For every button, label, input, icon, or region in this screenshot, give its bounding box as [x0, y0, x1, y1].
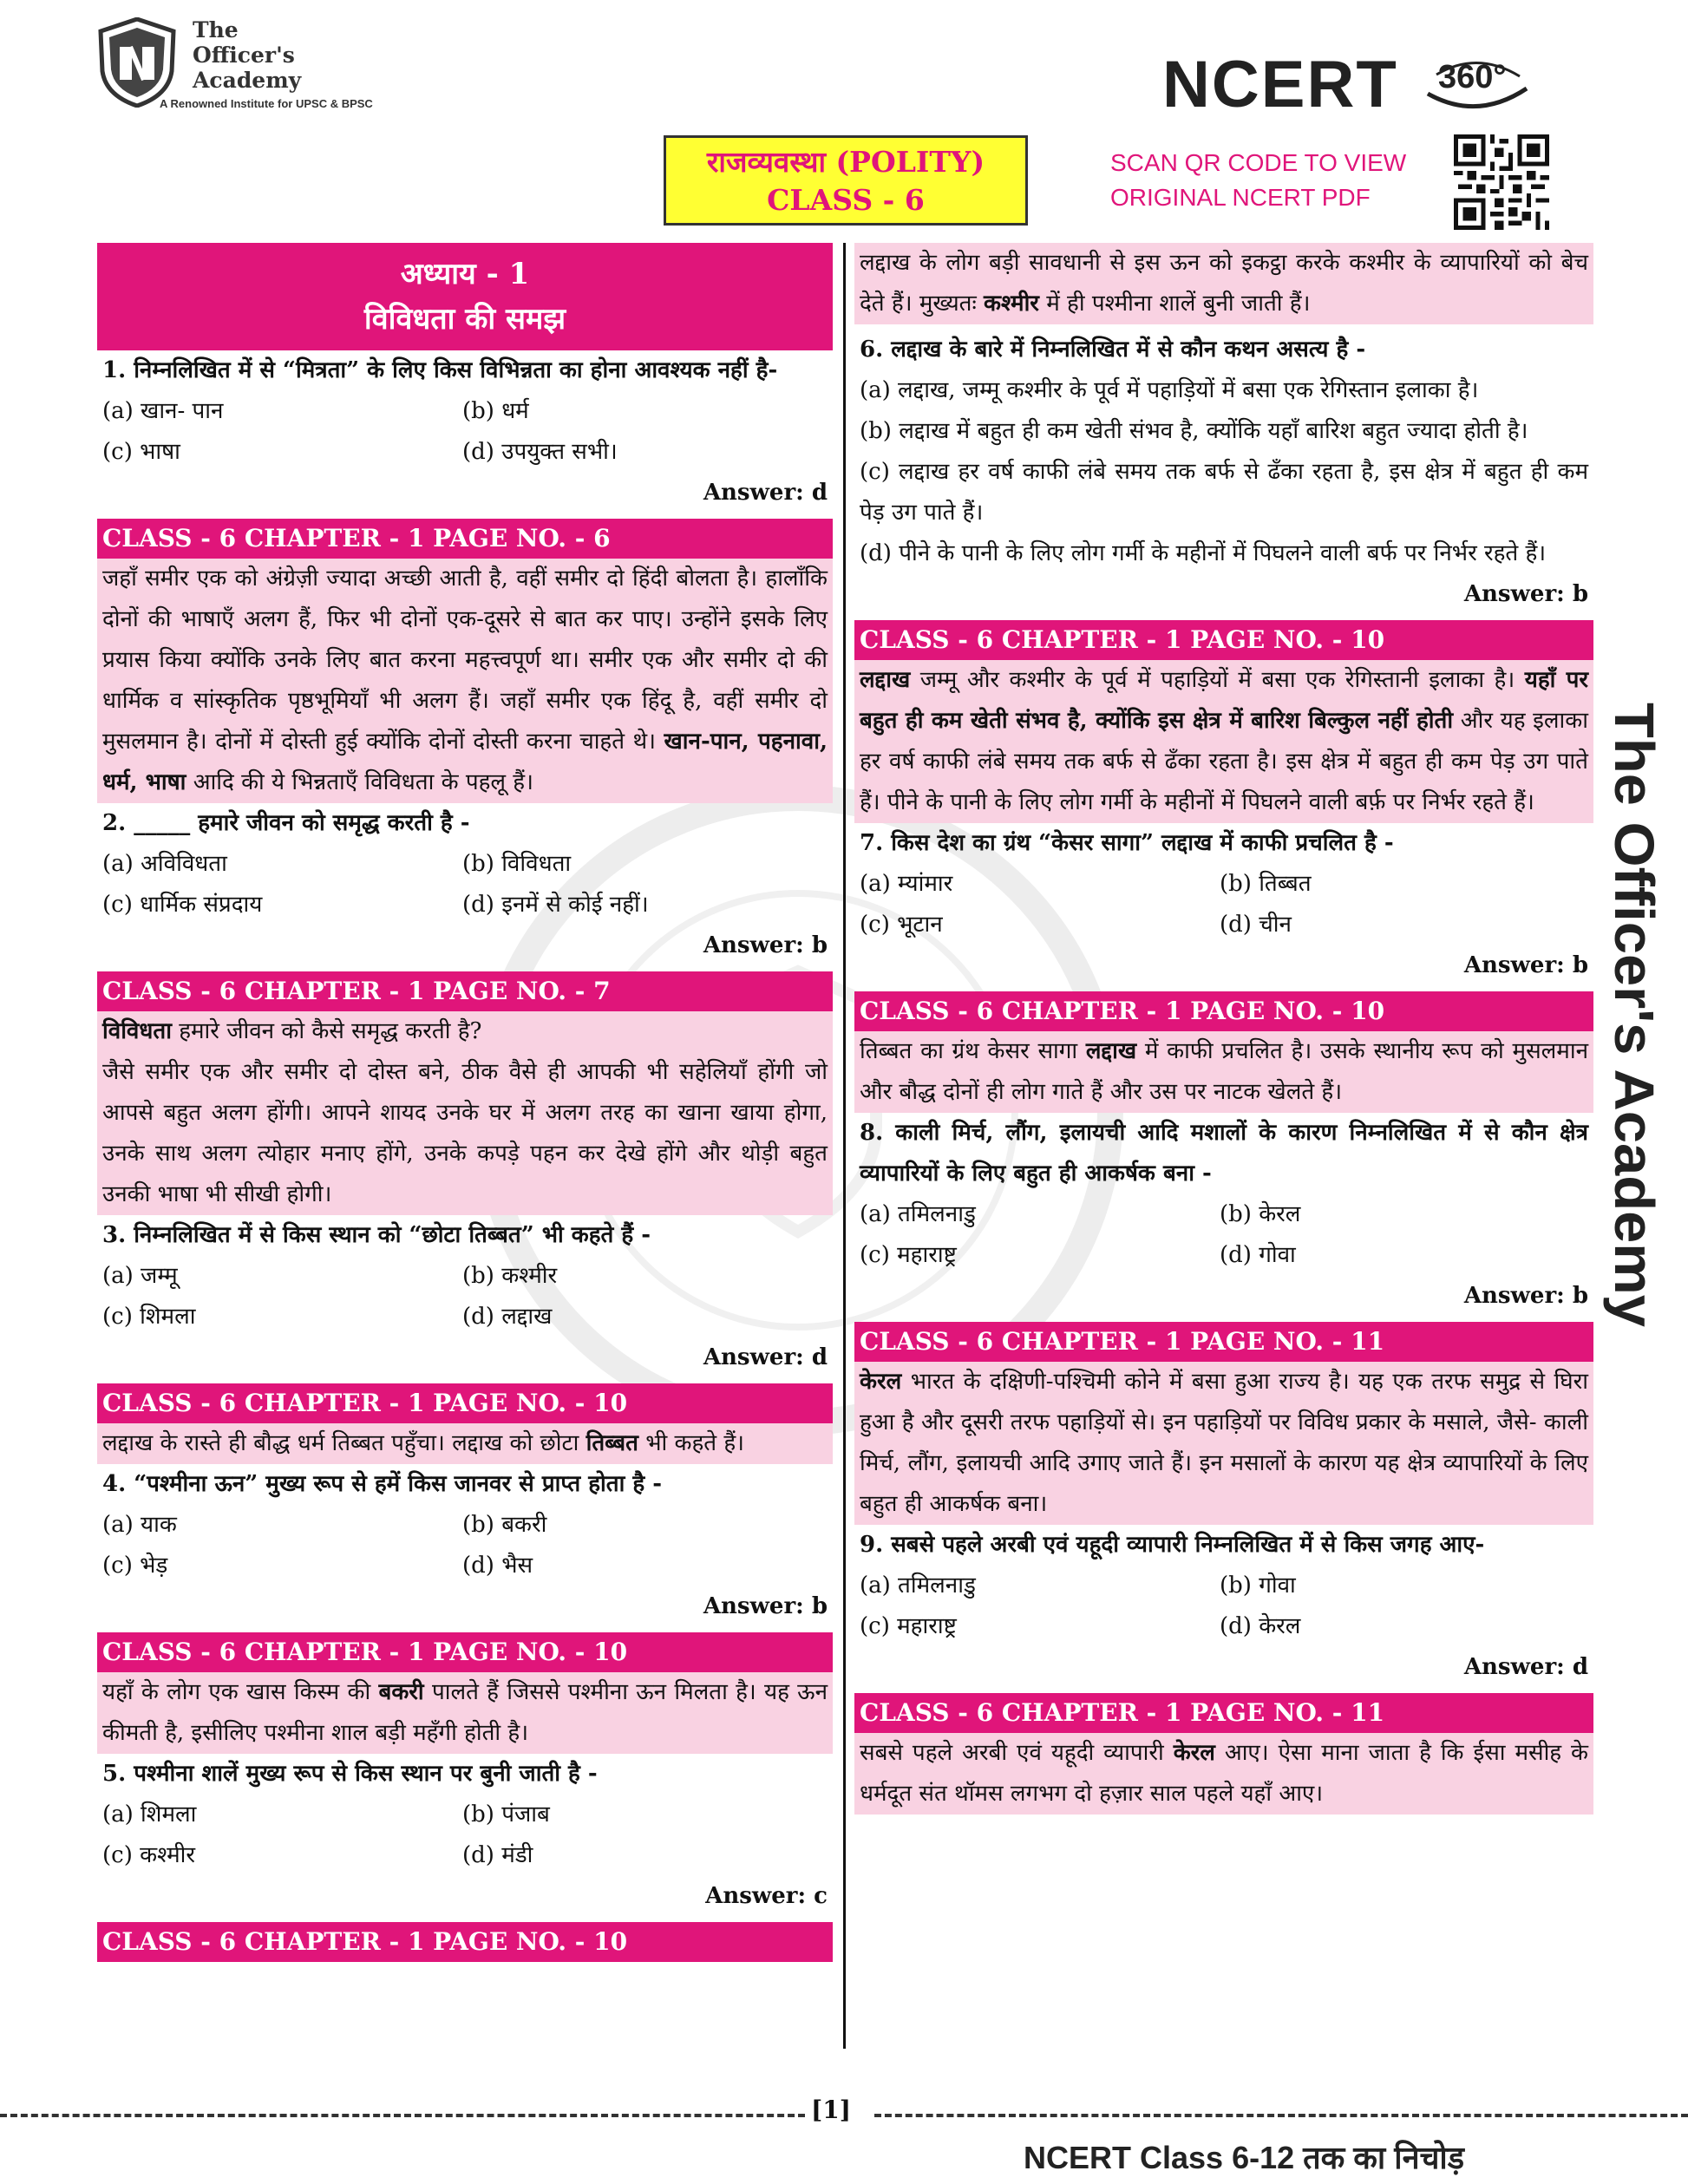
question-9-options: [854, 1566, 1593, 1647]
note-bold: यहाँ पर बहुत ही कम खेती संभव है, क्योंकि इस क्षेत्र में बारिश बिल्कुल नहीं होती: [860, 667, 1589, 734]
reference-note-8: [854, 1362, 1593, 1525]
footer-tagline: NCERT Class 6-12 तक का निचोड़: [1024, 2140, 1465, 2175]
question-4: 4. “पश्मीना ऊन” मुख्य रूप से हमें किस जानवर से प्राप्त होता है -: [102, 1471, 663, 1497]
question-6-option: (d) पीने के पानी के लिए लोग गर्मी के महीनों में पिघलने वाली बर्फ पर निर्भर रहते हैं।: [860, 540, 1547, 566]
option: (c) कश्मीर: [102, 1842, 196, 1868]
side-text-label: The Officer's Academy: [1603, 703, 1665, 1300]
chapter-title: विविधता की समझ: [363, 302, 566, 337]
note-text: जैसे समीर एक और समीर दो दोस्त बने, ठीक वैसे ही आपकी भी सहेलियाँ होंगी जो आपसे बहुत अलग होंगी। आपने शायद उनके घर में अलग तरह का खाना खाया होगा, उनके साथ अलग त्योहार मनाए होंगे, उनके कपड़े पहन कर देखे होंगे और थोड़ी बहुत उनकी भाषा भी सीखी होगी।: [102, 1059, 828, 1207]
option: (a) शिमला: [102, 1801, 197, 1828]
reference-header: CLASS - 6 CHAPTER - 1 PAGE NO. - 6: [97, 519, 833, 559]
reference-header: CLASS - 6 CHAPTER - 1 PAGE NO. - 11: [854, 1693, 1593, 1733]
column-divider: [843, 243, 846, 2049]
option: (d) भैस: [462, 1553, 533, 1579]
option: (c) भूटान: [860, 912, 943, 938]
option: (d) गोवा: [1220, 1242, 1296, 1268]
option: (c) धार्मिक संप्रदाय: [102, 892, 263, 918]
question-8: 8. काली मिर्च, लौंग, इलायची आदि मशालों के कारण निम्नलिखित में से कौन क्षेत्र व्यापारियों के लिए बहुत ही आकर्षक बना -: [860, 1120, 1588, 1187]
option: (c) महाराष्ट्र: [860, 1613, 957, 1639]
reference-header: CLASS - 6 CHAPTER - 1 PAGE NO. - 7: [97, 971, 833, 1011]
option: (c) शिमला: [102, 1304, 196, 1330]
option: (d) मंडी: [462, 1842, 533, 1868]
footer-divider: [874, 2114, 1688, 2117]
reference-header: CLASS - 6 CHAPTER - 1 PAGE NO. - 10: [97, 1922, 833, 1962]
logo-line: Officer's: [193, 43, 295, 68]
question-6-option: (a) लद्दाख, जम्मू कश्मीर के पूर्व में पहाड़ियों में बसा एक रेगिस्तान इलाका है।: [860, 377, 1479, 403]
qr-caption-line: SCAN QR CODE TO VIEW: [1110, 149, 1407, 176]
note-text: तिब्बत का ग्रंथ केसर सागा: [860, 1038, 1078, 1064]
note-bold: विविधता: [102, 1018, 172, 1044]
option: (d) चीन: [1220, 912, 1292, 938]
reference-header: CLASS - 6 CHAPTER - 1 PAGE NO. - 10: [854, 620, 1593, 660]
note-bold: केरल: [1173, 1740, 1215, 1766]
answer-4: Answer: b: [703, 1593, 828, 1619]
option: (a) अविविधता: [102, 851, 227, 877]
note-text: सबसे पहले अरबी एवं यहूदी व्यापारी: [860, 1740, 1164, 1766]
answer-9: Answer: d: [1463, 1654, 1588, 1680]
option: (c) भाषा: [102, 439, 180, 465]
note-bold: लद्दाख: [1085, 1038, 1137, 1064]
question-1: 1. निम्नलिखित में से “मित्रता” के लिए किस विभिन्नता का होना आवश्यक नहीं है-: [102, 357, 778, 383]
note-text: लद्दाख के लोग बड़ी सावधानी से इस ऊन को इकट्ठा करके कश्मीर के व्यापारियों को बेच देते हैं। मुख्यतः: [860, 250, 1588, 317]
question-5: 5. पश्मीना शालें मुख्य रूप से किस स्थान पर बुनी जाती है -: [102, 1761, 598, 1787]
option: (a) खान- पान: [102, 398, 224, 424]
option: (b) केरल: [1220, 1201, 1301, 1227]
ncert-brand: NCERT: [1162, 48, 1398, 121]
note-text: और यह इलाका हर वर्ष काफी लंबे समय तक बर्फ से ढँका रहता है। इस क्षेत्र में बहुत ही कम पेड़ उग पाते हैं। पीने के पानी के लिए लोग गर्मी के महीनों में पिघलने वाली बर्फ़ पर निर्भर रहते हैं।: [860, 708, 1588, 815]
reference-note-4: [97, 1672, 833, 1754]
ncert-360-badge: [1421, 54, 1534, 114]
option: (b) गोवा: [1220, 1573, 1296, 1599]
reference-note-1: [97, 559, 833, 803]
qr-caption: [1110, 146, 1406, 215]
question-5-options: [97, 1795, 833, 1876]
option: (c) महाराष्ट्र: [860, 1242, 957, 1268]
answer-7: Answer: b: [1463, 952, 1588, 978]
note-bold: तिब्बत: [586, 1430, 638, 1456]
note-bold: खान-पान, पहनावा, धर्म, भाषा: [102, 729, 828, 795]
reference-note-2: [97, 1011, 833, 1215]
chapter-number: अध्याय - 1: [400, 257, 530, 291]
option: (b) तिब्बत: [1220, 871, 1312, 897]
reference-header: CLASS - 6 CHAPTER - 1 PAGE NO. - 10: [854, 991, 1593, 1031]
note-bold: केरल: [860, 1369, 902, 1395]
logo-line: The: [193, 17, 239, 43]
logo-tagline: A Renowned Institute for UPSC & BPSC: [160, 97, 373, 110]
question-6-option: (b) लद्दाख में बहुत ही कम खेती संभव है, क्योंकि यहाँ बारिश बहुत ज्यादा होती है।: [860, 418, 1528, 444]
note-text: जहाँ समीर एक को अंग्रेज़ी ज्यादा अच्छी आती है, वहीं समीर दो हिंदी बोलता है। हालाँकि दोनों की भाषाएँ अलग हैं, फिर भी दोनों एक-दूसरे से बात कर पाए। उन्होंने इसके लिए प्रयास किया क्योंकि उनके लिए बात करना महत्त्वपूर्ण था। समीर एक और समीर दो की धार्मिक व सांस्कृतिक पृष्ठभूमियाँ भी अलग हैं। जहाँ समीर एक हिंदू है, वहीं समीर दो मुसलमान है। दोनों में दोस्ती हुई क्योंकि दोनों दोस्ती करना चाहते थे।: [102, 566, 828, 755]
question-3-options: [97, 1256, 833, 1337]
reference-header: CLASS - 6 CHAPTER - 1 PAGE NO. - 10: [97, 1632, 833, 1672]
option: (b) कश्मीर: [462, 1263, 558, 1289]
ncert-360-text: 360°: [1438, 59, 1507, 95]
reference-note-6: [854, 660, 1593, 823]
reference-note-9: [854, 1733, 1593, 1815]
option: (d) लद्दाख: [462, 1304, 553, 1330]
option: (a) तमिलनाडु: [860, 1201, 976, 1227]
question-3: 3. निम्नलिखित में से किस स्थान को “छोटा तिब्बत” भी कहते हैं -: [102, 1222, 651, 1248]
note-text: में काफी प्रचलित है। उसके स्थानीय रूप को मुसलमान और बौद्ध दोनों ही लोग गाते हैं और उस पर नाटक खेलते हैं।: [860, 1038, 1588, 1105]
chapter-header: [97, 243, 833, 350]
option: (d) उपयुक्त सभी।: [462, 439, 618, 465]
note-text: भी कहते हैं।: [645, 1430, 745, 1456]
note-text: आए। ऐसा माना जाता है कि ईसा मसीह के धर्मदूत संत थॉमस लगभग दो हज़ार साल पहले यहाँ आए।: [860, 1740, 1589, 1807]
class-title: CLASS - 6: [767, 183, 925, 217]
option: (a) याक: [102, 1512, 177, 1538]
subject-box: [664, 135, 1028, 226]
side-brand-text: [1584, 694, 1671, 1336]
question-7-options: [854, 864, 1593, 945]
note-text: जम्मू और कश्मीर के पूर्व में पहाड़ियों में बसा एक रेगिस्तानी इलाका है।: [919, 667, 1515, 693]
note-text: पालते हैं जिससे पश्मीना ऊन मिलता है। यह ऊन कीमती है, इसीलिए पश्मीना शाल बड़ी महँगी होती है।: [102, 1679, 828, 1746]
option: (d) इनमें से कोई नहीं।: [462, 892, 649, 918]
question-7: 7. किस देश का ग्रंथ “केसर सागा” लद्दाख में काफी प्रचलित है -: [860, 830, 1394, 856]
reference-note-5: [854, 243, 1593, 324]
question-6: 6. लद्दाख के बारे में निम्नलिखित में से कौन कथन असत्य है -: [860, 337, 1366, 363]
answer-2: Answer: b: [703, 932, 828, 958]
note-text: में ही पश्मीना शालें बुनी जाती हैं।: [1046, 291, 1311, 317]
reference-note-3: [97, 1423, 833, 1464]
note-bold: बकरी: [378, 1679, 424, 1705]
left-column: [97, 243, 833, 1962]
logo-line: Academy: [193, 68, 302, 93]
option: (a) जम्मू: [102, 1263, 178, 1289]
footer-divider: [0, 2114, 805, 2117]
question-1-options: [97, 391, 833, 473]
qr-caption-line: ORIGINAL NCERT PDF: [1110, 184, 1371, 211]
answer-6: Answer: b: [1463, 581, 1588, 607]
option: (a) तमिलनाडु: [860, 1573, 976, 1599]
reference-note-7: [854, 1031, 1593, 1113]
reference-header: CLASS - 6 CHAPTER - 1 PAGE NO. - 10: [97, 1383, 833, 1423]
note-text: हमारे जीवन को कैसे समृद्ध करती है?: [179, 1018, 482, 1044]
answer-8: Answer: b: [1463, 1283, 1588, 1309]
page-number: [1]: [811, 2096, 851, 2124]
question-8-options: [854, 1194, 1593, 1276]
question-2-options: [97, 844, 833, 925]
question-2: 2. _____ हमारे जीवन को समृद्ध करती है -: [102, 810, 470, 836]
answer-3: Answer: d: [703, 1344, 828, 1370]
right-column: [854, 243, 1593, 1815]
option: (b) बकरी: [462, 1512, 547, 1538]
academy-logo-text: [193, 17, 301, 93]
option: (b) पंजाब: [462, 1801, 550, 1828]
note-bold: कश्मीर: [984, 291, 1039, 317]
option: (d) केरल: [1220, 1613, 1301, 1639]
note-text: यहाँ के लोग एक खास किस्म की: [102, 1679, 371, 1705]
answer-1: Answer: d: [703, 480, 828, 506]
subject-title: राजव्यवस्था (POLITY): [706, 145, 985, 179]
option: (b) धर्म: [462, 398, 529, 424]
note-text: आदि की ये भिन्नताएँ विविधता के पहलू हैं।: [193, 769, 533, 795]
question-6-option: (c) लद्दाख हर वर्ष काफी लंबे समय तक बर्फ से ढँका रहता है, इस क्षेत्र में बहुत ही कम पेड़ उग पाते हैं।: [860, 459, 1588, 526]
note-text: लद्दाख के रास्ते ही बौद्ध धर्म तिब्बत पहुँचा। लद्दाख को छोटा: [102, 1430, 579, 1456]
option: (c) भेड़: [102, 1553, 168, 1579]
question-9: 9. सबसे पहले अरबी एवं यहूदी व्यापारी निम्नलिखित में से किस जगह आए-: [860, 1532, 1485, 1558]
qr-code-icon[interactable]: [1447, 134, 1556, 230]
reference-header: CLASS - 6 CHAPTER - 1 PAGE NO. - 11: [854, 1322, 1593, 1362]
academy-logo-icon: [97, 17, 177, 108]
note-text: भारत के दक्षिणी-पश्चिमी कोने में बसा हुआ राज्य है। यह एक तरफ समुद्र से घिरा हुआ है और दूसरी तरफ पहाड़ियों से। इन पहाड़ियों पर विविध प्रकार के मसाले, जैसे- काली मिर्च, लौंग, इलायची आदि उगाए जाते हैं। इन मसालों के कारण यह क्षेत्र व्यापारियों के लिए बहुत ही आकर्षक बना।: [860, 1369, 1589, 1517]
note-bold: लद्दाख: [860, 667, 911, 693]
option: (a) म्यांमार: [860, 871, 953, 897]
question-4-options: [97, 1505, 833, 1586]
answer-5: Answer: c: [705, 1883, 828, 1909]
option: (b) विविधता: [462, 851, 572, 877]
